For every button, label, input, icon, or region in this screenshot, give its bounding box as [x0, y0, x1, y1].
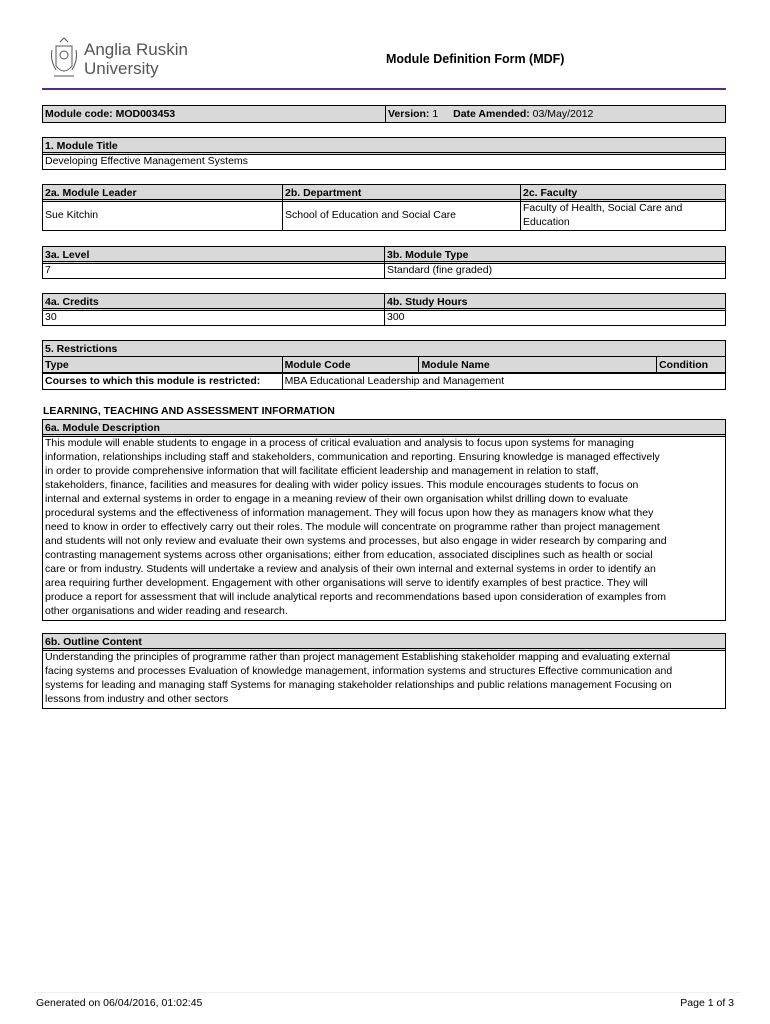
restrictions-col-type: Type — [42, 356, 283, 374]
level-heading: 3a. Level — [42, 246, 385, 264]
restrictions-col-condition: Condition — [656, 356, 726, 374]
description-line: area requiring further development. Engagement with other organisations will serve to identify examples of best practice. They will — [45, 577, 648, 589]
leader-dept-faculty-value-row — [42, 199, 726, 231]
description-line: produce a report for assessment that will include analytical reports and recommendations based upon consideration of examples from — [45, 591, 666, 603]
faculty-value — [520, 199, 726, 231]
restriction-code-value: MBA Educational Leadership and Management — [282, 372, 726, 390]
faculty-value-line-1: Faculty of Health, Social Care and — [523, 202, 683, 214]
module-title-value: Developing Effective Management Systems — [42, 152, 726, 170]
footer-divider — [34, 992, 740, 993]
description-line: other organisations and wider reading and research. — [45, 605, 288, 617]
outline-content-heading: 6b. Outline Content — [42, 633, 726, 651]
generated-timestamp: Generated on 06/04/2016, 01:02:45 — [36, 997, 203, 1009]
restrictions-col-code: Module Code — [282, 356, 420, 374]
description-line: care or from industry. Students will undertake a review and analysis of their own internal and external systems in order to identify an — [45, 563, 656, 575]
outline-line: systems for leading and managing staff Systems for managing stakeholder relationships and public relations management Focusing on — [45, 679, 672, 691]
outline-line: lessons from industry and other sectors — [45, 693, 229, 705]
department-heading: 2b. Department — [282, 184, 521, 202]
description-line: procedural systems and the effectiveness of information management. They will focus upon how they as managers know what they — [45, 507, 654, 519]
credits-value: 30 — [42, 308, 385, 326]
outline-line: Understanding the principles of programme rather than project management Establishing stakeholder mapping and evaluating external — [45, 651, 671, 663]
module-leader-value: Sue Kitchin — [42, 199, 283, 231]
credits-hours-value-row — [42, 308, 726, 326]
module-leader-heading: 2a. Module Leader — [42, 184, 283, 202]
study-hours-heading: 4b. Study Hours — [384, 293, 726, 311]
lta-section-label: LEARNING, TEACHING AND ASSESSMENT INFORMATION — [43, 405, 335, 417]
restrictions-heading: 5. Restrictions — [42, 340, 726, 358]
faculty-heading: 2c. Faculty — [520, 184, 726, 202]
level-type-value-row — [42, 261, 726, 279]
restriction-type-value: Courses to which this module is restricted: — [42, 372, 283, 390]
date-amended-label: Date Amended: — [453, 108, 530, 120]
module-code-cell: Module code: MOD003453 — [42, 105, 386, 123]
description-line: stakeholders, finance, facilities and measures for dealing with wider policy issues. This module encourages students to focus on — [45, 479, 639, 491]
restrictions-data-row — [42, 372, 726, 390]
logo-line-2: University — [84, 59, 159, 78]
version-label: Version: — [388, 108, 430, 120]
credits-heading: 4a. Credits — [42, 293, 385, 311]
version-value: 1 — [432, 108, 439, 120]
module-description-text — [42, 434, 726, 621]
logo-wordmark — [84, 40, 188, 78]
module-title-heading: 1. Module Title — [42, 137, 726, 155]
document-title: Module Definition Form (MDF) — [386, 52, 565, 66]
date-amended-value: 03/May/2012 — [532, 108, 594, 120]
module-code-row — [42, 105, 726, 123]
module-title-value-row — [42, 152, 726, 170]
restrictions-col-name: Module Name — [418, 356, 657, 374]
description-line: contrasting management systems across other organisations; either from education, associated disciplines such as health or social — [45, 549, 653, 561]
description-line: and students will not only review and evaluate their own systems and processes, but also engage in wider research by comparing and — [45, 535, 667, 547]
department-value: School of Education and Social Care — [282, 199, 521, 231]
description-line: information, relationships including staff and stakeholders, communication and reporting. Ensuring knowledge is managed effectively — [45, 451, 660, 463]
module-description-heading: 6a. Module Description — [42, 419, 726, 437]
description-line: in order to provide comprehensive information that will facilitate efficient leadership and management in relation to staff, — [45, 465, 599, 477]
module-type-heading: 3b. Module Type — [384, 246, 726, 264]
description-body-row — [42, 434, 726, 621]
version-date-cell — [385, 105, 726, 123]
outline-body-row — [42, 648, 726, 709]
description-line: need to know in order to effectively carry out their roles. The module will concentrate on programme rather than project management — [45, 521, 660, 533]
page-number: Page 1 of 3 — [680, 997, 734, 1009]
module-type-value: Standard (fine graded) — [384, 261, 726, 279]
study-hours-value: 300 — [384, 308, 726, 326]
outline-line: facing systems and processes Evaluation of knowledge management, information systems and structures Effective communication and — [45, 665, 673, 677]
description-line: internal and external systems in order to engage in a meaning review of their own organisation whilst drilling down to evaluate — [45, 493, 629, 505]
outline-content-text — [42, 648, 726, 709]
level-value: 7 — [42, 261, 385, 279]
header-divider — [42, 88, 726, 90]
faculty-value-line-2: Education — [523, 216, 570, 228]
logo-line-1: Anglia Ruskin — [84, 40, 188, 59]
description-line: This module will enable students to engage in a process of critical evaluation and analysis to focus upon systems for managing — [45, 437, 634, 449]
